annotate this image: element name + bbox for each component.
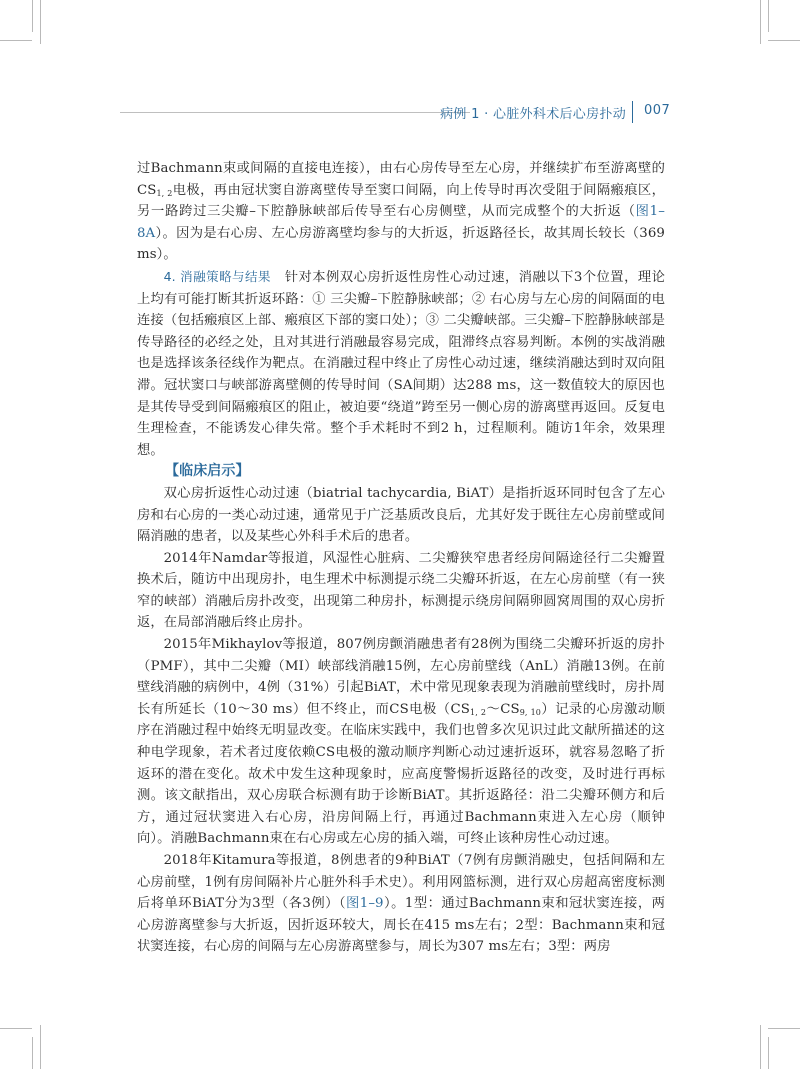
paragraph-mikhaylov — [137, 634, 665, 850]
subheading: 4. 消融策略与结果 — [163, 268, 271, 284]
text-run: 2015年Mikhaylov等报道，807例房颤消融患者有28例为围绕二尖瓣环折返的房扑（PMF），其中二尖瓣（MI）峡部线消融15例，左心房前壁线（AnL）消融13例。在前壁线消融的病例中，4例（31%）引起BiAT，术中常见现象表现为消融前壁线时，房扑周长有所延长（10～30 ms）但不终止，而CS电极（CS — [137, 637, 665, 717]
crop-mark-bottom-left-v2 — [32, 1037, 33, 1069]
header-separator — [632, 101, 633, 123]
subscript: 9, 10 — [519, 707, 541, 717]
crop-mark-top-left-h — [0, 40, 32, 41]
text-run: 2018年Kitamura等报道，8例患者的9种BiAT（7例有房颤消融史，包括间隔和左心房前壁，1例有房间隔补片心脏外科手术史）。利用网篮标测，进行双心房超高密度标测后将单环BiAT分为3型（各3例）（ — [137, 853, 665, 912]
paragraph-kitamura — [137, 850, 665, 958]
text-run: ）。1型：通过Bachmann束和冠状窦连接，两心房游离壁参与大折返，因折返环较大，周长在415 ms左右；2型：Bachmann束和冠状窦连接，右心房的间隔与左心房游离壁参与，周长为307 ms左右；3型：两房 — [137, 896, 665, 955]
text-run: ～CS — [486, 701, 520, 717]
paragraph-namdar: 2014年Namdar等报道，风湿性心脏病、二尖瓣狭窄患者经房间隔途径行二尖瓣置换术后，随访中出现房扑，电生理术中标测提示绕二尖瓣环折返，在左心房前壁（有一狭窄的峡部）消融后房扑改变，出现第二种房扑，标测提示绕房间隔卵圆窝周围的双心房折返，在局部消融后终止房扑。 — [137, 550, 665, 631]
text-run: 针对本例双心房折返性房性心动过速，消融以下3个位置，理论上均有可能打断其折返环路：① 三尖瓣–下腔静脉峡部；② 右心房与左心房的间隔面的电连接（包括瘢痕区上部、瘢痕区下部的窦口处）；③ 二尖瓣峡部。三尖瓣–下腔静脉峡部是传导路径的必经之处，且对其进行消融最容易完成，阻滞终点容易判断。本例的实战消融也是选择该条径线作为靶点。在消融过程中终止了房性心动过速，继续消融达到时双向阻滞。冠状窦口与峡部游离壁侧的传导时间（SA间期）达288 ms，这一数值较大的原因也是其传导受到间隔瘢痕区的阻止，被迫要“绕道”跨至另一侧心房的游离壁再返回。反复电生理检查，不能诱发心律失常。整个手术耗时不到2 h，过程顺利。随访1年余，效果理想。 — [137, 269, 666, 458]
crop-mark-top-right-v — [760, 0, 761, 44]
text-run: 电极，再由冠状窦自游离壁传导至窦口间隔，向上传导时再次受阻于间隔瘢痕区，另一路跨过三尖瓣–下腔静脉峡部后传导至右心房侧壁，从而完成整个的大折返（ — [137, 182, 665, 220]
crop-mark-bottom-right-h — [768, 1028, 800, 1029]
text-run: ）记录的心房激动顺序在消融过程中始终无明显改变。在临床实践中，我们也曾多次见识过此文献所描述的这种电学现象，若术者过度依赖CS电极的激动顺序判断心动过速折返环，就容易忽略了折返环的潜在变化。故术中发生这种现象时，应高度警惕折返路径的改变，及时进行再标测。该文献指出，双心房联合标测有助于诊断BiAT。其折返路径：沿二尖瓣环侧方和后方，通过冠状窦进入右心房，沿房间隔上行，再通过Bachmann束进入左心房（顺钟向）。消融Bachmann束在右心房或左心房的插入端，可终止该种房性心动过速。 — [137, 701, 666, 847]
text-run: 过Bachmann束或间隔的直接电连接），由右心房传导至左心房，并继续扩布至游离壁的CS — [137, 161, 665, 198]
crop-mark-bottom-right-v — [760, 1025, 761, 1069]
crop-mark-bottom-left-v — [40, 1025, 41, 1069]
page-number: 007 — [644, 103, 671, 118]
chapter-title: 病例 1 · 心脏外科术后心房扑动 — [440, 107, 626, 122]
section-heading: 【临床启示】 — [165, 463, 250, 480]
paragraph-biat-definition: 双心房折返性心动过速（biatrial tachycardia, BiAT）是指折返环同时包含了左心房和右心房的一类心动过速，通常见于广泛基质改良后，尤其好发于既往左心房前壁或间隔消融的患者，以及某些心外科手术后的患者。 — [137, 485, 665, 545]
crop-mark-bottom-left-h — [0, 1028, 32, 1029]
subscript: 1, 2 — [470, 707, 487, 717]
header-rule — [120, 112, 470, 113]
crop-mark-top-left-v2 — [32, 0, 33, 32]
paragraph-continuation — [137, 158, 665, 266]
body-text — [137, 158, 665, 958]
crop-mark-top-right-v2 — [768, 0, 769, 32]
crop-mark-top-right-h — [768, 40, 800, 41]
figure-reference: 图1–8A — [137, 204, 665, 241]
subscript: 1, 2 — [156, 188, 173, 198]
crop-mark-bottom-right-v2 — [768, 1037, 769, 1069]
crop-mark-top-left-v — [40, 0, 41, 44]
figure-reference: 图1–9 — [345, 896, 384, 912]
paragraph-ablation-strategy — [137, 266, 665, 461]
text-run: ）。因为是右心房、左心房游离壁均参与的大折返，折返路径长，故其周长较长（369 ms）。 — [137, 225, 665, 263]
running-header — [0, 100, 800, 124]
